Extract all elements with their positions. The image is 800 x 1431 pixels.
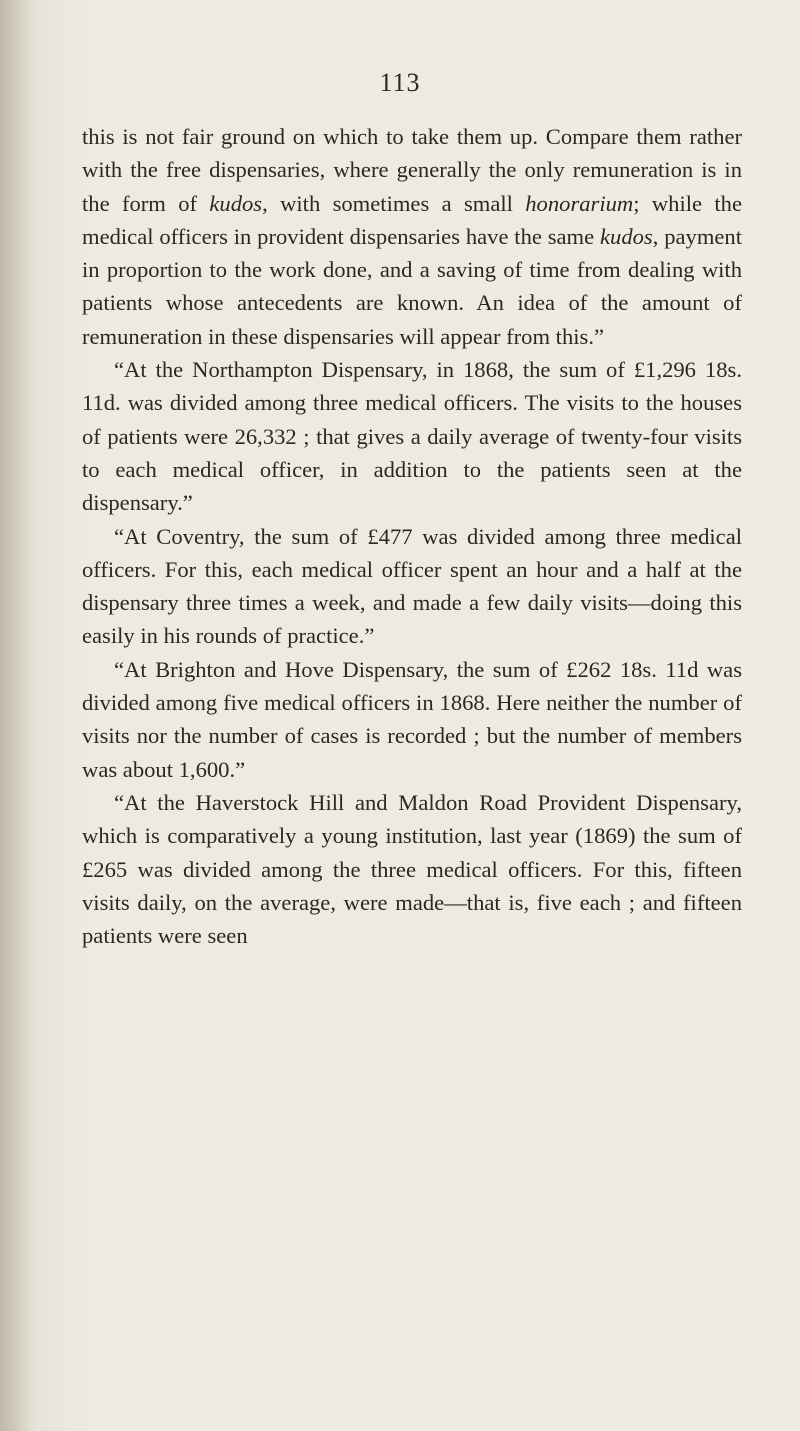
italic-text: kudos (209, 190, 263, 216)
text-run: “At the Northampton Dispensary, in 1868, the sum of £1,296 18s. 11d. was divided among three medical officers. The visits to the houses of patients were 26,332 ; that gives a daily average of twenty-four visits to each medical officer, in addition to the patients seen at the dispensary.” (82, 357, 742, 516)
body-text (82, 120, 742, 952)
italic-text: kudos (600, 223, 653, 249)
text-run: “At Coventry, the sum of £477 was divided among three medical officers. For this, each medical officer spent an hour and a half at the dispensary three times a week, and made a few daily visits—doing this easily in his rounds of practice.” (82, 523, 742, 649)
text-run: this is not fair ground on which to take them up. Compare them rather with the free dispensaries, where generally the only remuneration is in the form of (82, 124, 742, 216)
text-run: , payment in proportion to the work done, and a saving of time from dealing with patients whose antecedents are known. An idea of the amount of remuneration in these dispensaries will appear from this.” (82, 223, 742, 349)
page-number: 113 (379, 68, 421, 97)
paragraph (82, 120, 742, 353)
paragraph (82, 353, 742, 519)
text-run: , with sometimes a small (262, 190, 526, 216)
text-run: “At the Haverstock Hill and Maldon Road Provident Dispensary, which is comparatively a young institution, last year (1869) the sum of £265 was divided among the three medical officers. For this, fifteen visits daily, on the average, were made—that is, five each ; and fifteen patients were seen (82, 789, 742, 949)
paragraph (82, 653, 742, 786)
italic-text: honorarium (525, 190, 634, 216)
paragraph (82, 520, 742, 653)
text-run: “At Brighton and Hove Dispensary, the sum of £262 18s. 11d was divided among five medical officers in 1868. Here neither the number of visits nor the number of cases is recorded ; but the number of members was about 1,600.” (82, 656, 742, 782)
page-gutter-shadow (0, 0, 34, 1431)
paragraph (82, 786, 742, 952)
text-run: ; while the medical officers in provident dispensaries have the same (82, 190, 742, 249)
